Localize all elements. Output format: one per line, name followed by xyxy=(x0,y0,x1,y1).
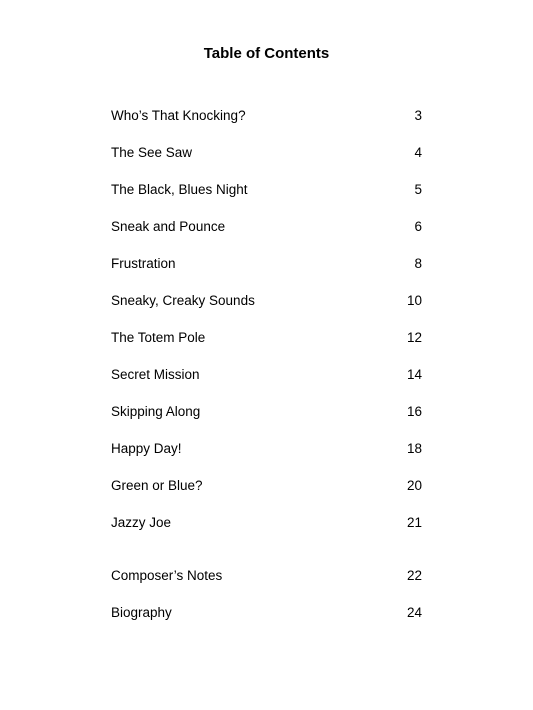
toc-entry-page-number: 18 xyxy=(406,441,422,456)
toc-entry-page-number: 6 xyxy=(414,219,422,234)
toc-entry-page-number: 10 xyxy=(406,293,422,308)
toc-entry-title: Who’s That Knocking? xyxy=(111,108,246,123)
toc-entry-page-number: 21 xyxy=(406,515,422,530)
toc-entry-title: The Black, Blues Night xyxy=(111,182,248,197)
toc-entry xyxy=(111,291,422,311)
toc-entry-page-number: 3 xyxy=(414,108,422,123)
toc-entry-page-number: 4 xyxy=(414,145,422,160)
toc-entry xyxy=(111,603,422,623)
toc-entry xyxy=(111,365,422,385)
toc-entry xyxy=(111,254,422,274)
toc-entry xyxy=(111,566,422,586)
toc-entry xyxy=(111,180,422,200)
toc-entry-page-number: 24 xyxy=(406,605,422,620)
toc-entry xyxy=(111,217,422,237)
toc-entry xyxy=(111,513,422,533)
toc-entry-title: Composer’s Notes xyxy=(111,568,223,583)
toc-entry xyxy=(111,106,422,126)
page-title: Table of Contents xyxy=(203,45,330,62)
toc-entry xyxy=(111,402,422,422)
toc-entry-title: Skipping Along xyxy=(111,404,201,419)
toc-entry-page-number: 12 xyxy=(406,330,422,345)
toc-entry-title: Frustration xyxy=(111,256,176,271)
toc-entry-title: Sneaky, Creaky Sounds xyxy=(111,293,255,308)
toc-entry-page-number: 16 xyxy=(406,404,422,419)
toc-entry-title: Green or Blue? xyxy=(111,478,203,493)
toc-entry-page-number: 14 xyxy=(406,367,422,382)
toc-entry-title: The See Saw xyxy=(111,145,193,160)
toc-entry-page-number: 20 xyxy=(406,478,422,493)
toc-entry-page-number: 5 xyxy=(414,182,422,197)
toc-entry xyxy=(111,476,422,496)
toc-entry xyxy=(111,439,422,459)
toc-entry-title: The Totem Pole xyxy=(111,330,206,345)
toc-entry-page-number: 22 xyxy=(406,568,422,583)
toc-entry-title: Secret Mission xyxy=(111,367,200,382)
toc-entry xyxy=(111,143,422,163)
toc-entry-page-number: 8 xyxy=(414,256,422,271)
toc-entry-title: Jazzy Joe xyxy=(111,515,172,530)
toc-entry xyxy=(111,328,422,348)
toc-entry-title: Sneak and Pounce xyxy=(111,219,226,234)
toc-entry-title: Happy Day! xyxy=(111,441,182,456)
toc-entry-title: Biography xyxy=(111,605,172,620)
